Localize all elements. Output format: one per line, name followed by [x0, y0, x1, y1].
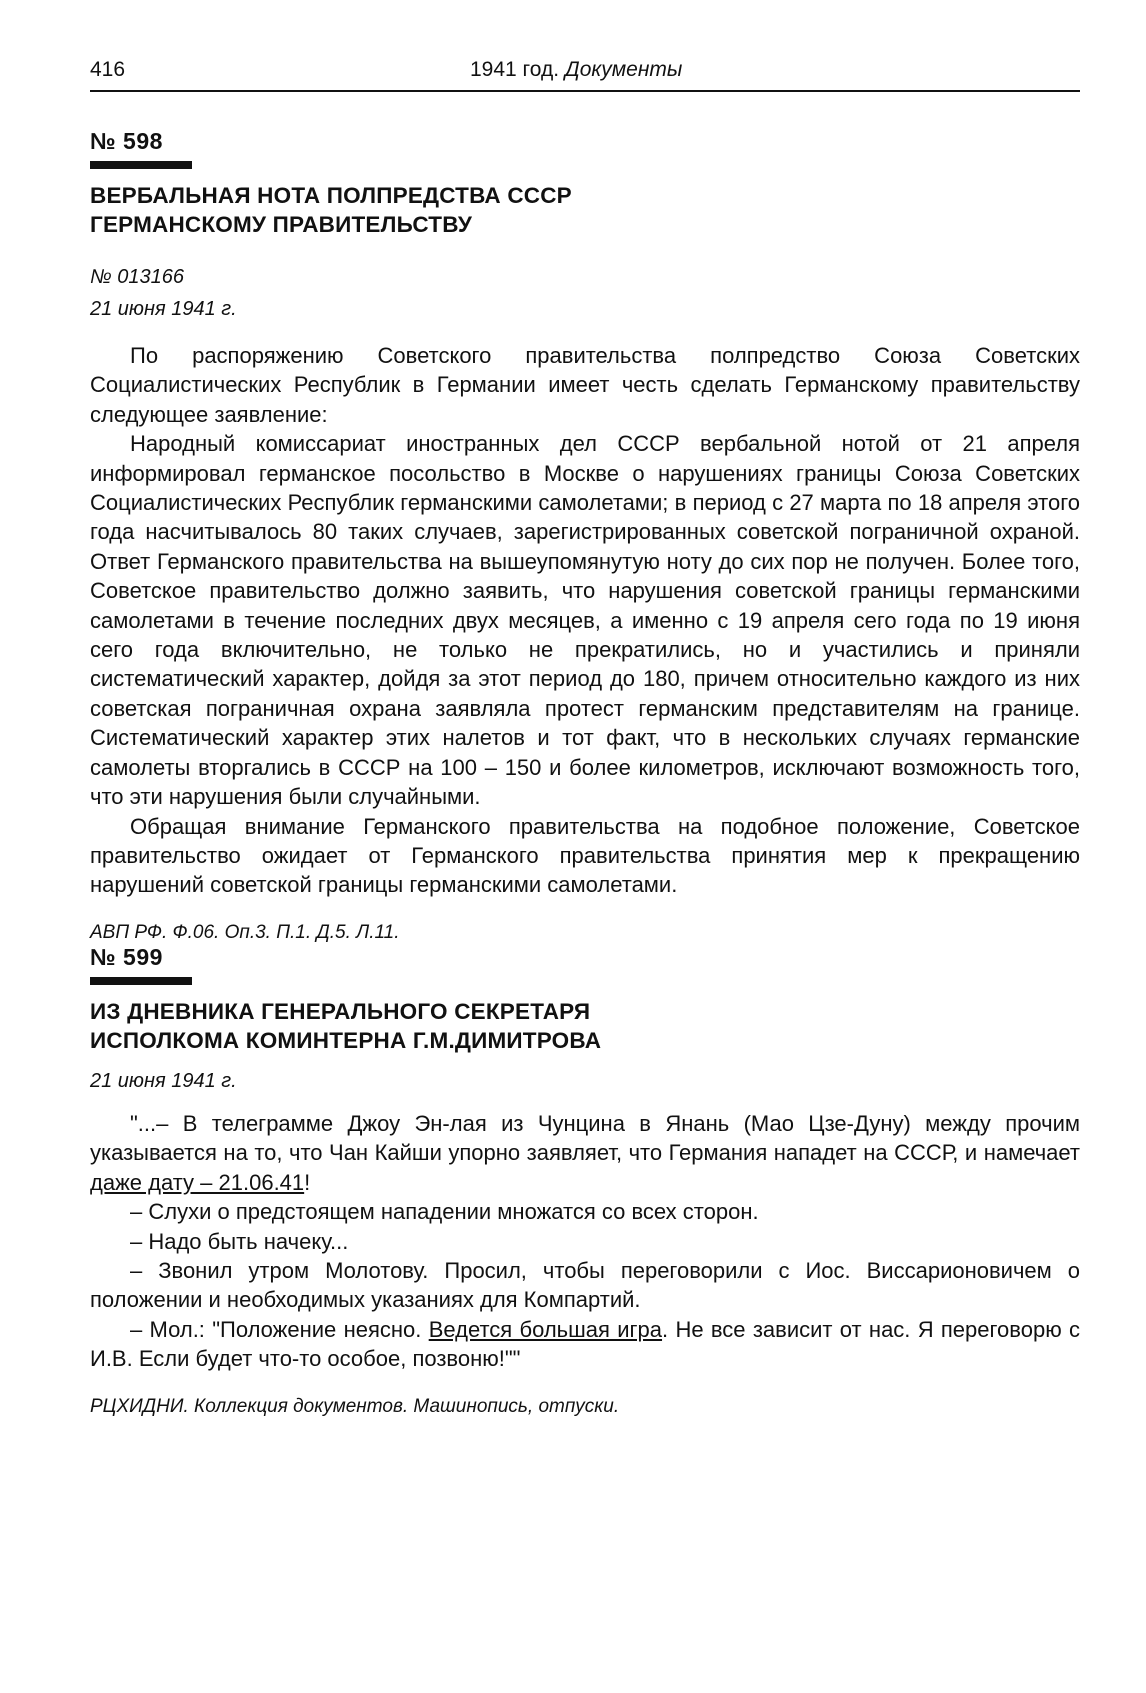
document-number-rule	[90, 161, 192, 169]
paragraph: – Надо быть начеку...	[130, 1228, 349, 1254]
document-599	[90, 944, 1080, 1418]
document-title	[90, 181, 1080, 239]
paragraph	[90, 1315, 1080, 1374]
underlined-text: Ведется большая игра	[428, 1316, 663, 1342]
document-body	[90, 1109, 1080, 1374]
paragraph-text: "...– В телеграмме Джоу Эн-лая из Чунцина в Янань (Мао Цзе-Дуну) между прочим указывается на то, что Чан Кайши упорно заявляет, что Германия нападет на СССР, и намечает	[90, 1111, 1080, 1166]
document-meta	[90, 1065, 1080, 1097]
paragraph	[90, 1109, 1080, 1197]
reference-number: № 013166	[90, 266, 184, 288]
document-598	[90, 128, 1080, 944]
page-number: 416	[90, 58, 126, 81]
paragraph-text: – Мол.: "Положение неясно.	[130, 1316, 429, 1342]
running-header	[90, 58, 1080, 92]
document-meta	[90, 261, 1080, 325]
paragraph: – Звонил утром Молотову. Просил, чтобы переговорили с Иос. Виссарионовичем о положении и необходимых указаниях для Компартий.	[90, 1258, 1080, 1313]
document-number: № 598	[90, 128, 163, 154]
paragraph: По распоряжению Советского правительства полпредство Союза Советских Социалистических Республик в Германии имеет честь сделать Германскому правительству следующее заявление:	[90, 343, 1080, 427]
paragraph-text: !	[304, 1169, 311, 1195]
running-title-section: Документы	[564, 58, 683, 81]
document-title-line: ВЕРБАЛЬНАЯ НОТА ПОЛПРЕДСТВА СССР	[90, 183, 572, 208]
paragraph: Обращая внимание Германского правительства на подобное положение, Советское правительство ожидает от Германского правительства принятия мер к прекращению нарушений советской границы германскими самолетами.	[90, 813, 1080, 898]
document-number: № 599	[90, 944, 163, 970]
document-number-rule	[90, 977, 192, 985]
document-title	[90, 997, 1080, 1055]
paragraph: – Слухи о предстоящем нападении множатся со всех сторон.	[130, 1199, 759, 1225]
document-date: 21 июня 1941 г.	[90, 298, 237, 320]
running-title	[470, 58, 682, 82]
document-date: 21 июня 1941 г.	[90, 1070, 237, 1092]
paragraph: Народный комиссариат иностранных дел СССР вербальной нотой от 21 апреля информировал германское посольство в Москве о нарушениях границы Союза Советских Социалистических Республик германскими самолетами; в период с 27 марта по 18 апреля этого года насчитывалось 80 таких случаев, зарегистрированных советской пограничной охраной. Ответ Германского правительства на вышеупомянутую ноту до сих пор не получен. Более того, Советское правительство должно заявить, что нарушения советской границы германскими самолетами в течение последних двух месяцев, а именно с 19 апреля сего года по 19 июня сего года включительно, не только не прекратились, но и участились и приняли систематический характер, дойдя за этот период до 180, причем относительно каждого из них советская пограничная охрана заявляла протест германским представителям на границе. Систематический характер этих налетов и тот факт, что в нескольких случаях германские самолеты вторгались в СССР на 100 – 150 и более километров, исключают возможность того, что эти нарушения были случайными.	[90, 431, 1080, 810]
running-title-year: 1941 год.	[470, 58, 560, 81]
paragraph-text: . Не все зависит от нас. Я переговорю с И.В. Если будет что-то особое, позвоню!""	[90, 1316, 1080, 1372]
document-title-line: ИСПОЛКОМА КОМИНТЕРНА Г.М.ДИМИТРОВА	[90, 1028, 602, 1053]
archive-source: АВП РФ. Ф.06. Оп.3. П.1. Д.5. Л.11.	[90, 921, 400, 943]
document-body	[90, 341, 1080, 900]
document-title-line: ГЕРМАНСКОМУ ПРАВИТЕЛЬСТВУ	[90, 212, 473, 237]
underlined-text: даже дату – 21.06.41	[90, 1169, 305, 1195]
archive-source: РЦХИДНИ. Коллекция документов. Машинопись, отпуски.	[90, 1395, 620, 1417]
document-title-line: ИЗ ДНЕВНИКА ГЕНЕРАЛЬНОГО СЕКРЕТАРЯ	[90, 999, 591, 1024]
